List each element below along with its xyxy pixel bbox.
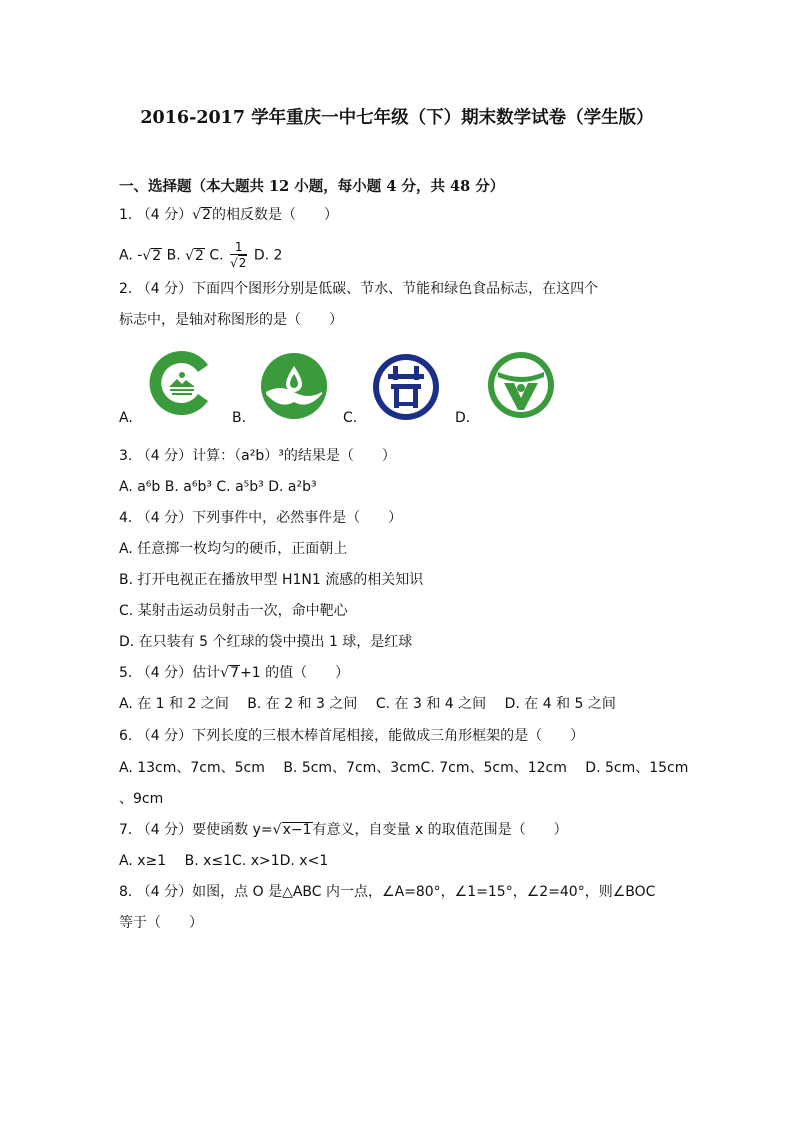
question-5-stem: 5. （4 分）估计√7+1 的值（ ） (119, 665, 350, 681)
question-7-options: A. x≥1 B. x≤1C. x>1D. x<1 (119, 853, 329, 869)
option-c-label: C. (343, 410, 358, 426)
energy-saving-logo (371, 352, 441, 422)
page-title: 2016-2017 学年重庆一中七年级（下）期末数学试卷（学生版） (140, 108, 654, 128)
radicand: 2 (202, 207, 212, 223)
question-2-line-2: 标志中，是轴对称图形的是（ ） (119, 312, 343, 328)
option-d-label: D. (455, 410, 471, 426)
option-b-label: B. (232, 410, 247, 426)
water-saving-logo (260, 352, 328, 420)
section-heading: 一、选择题（本大题共 12 小题，每小题 4 分，共 48 分） (119, 178, 505, 195)
question-1-options: A. -√2 B. √2 C. $\frac{1}{√2}$ D. 2 (119, 240, 283, 270)
low-carbon-logo (148, 349, 216, 417)
question-1-stem: 1. （4 分）√2的相反数是（ ） (119, 207, 339, 223)
question-3-options: A. a⁶b B. a⁶b³ C. a⁵b³ D. a²b³ (119, 479, 317, 495)
option-a-label: A. (119, 410, 133, 426)
fraction: $\frac{1}{√2}$ (230, 240, 247, 270)
question-4-stem: 4. （4 分）下列事件中，必然事件是（ ） (119, 510, 403, 526)
question-4-option-a: A. 任意掷一枚均匀的硬币，正面朝上 (119, 541, 348, 557)
green-food-logo (486, 350, 556, 420)
question-3-stem: 3. （4 分）计算：（a²b）³的结果是（ ） (119, 448, 396, 464)
question-7-stem: 7. （4 分）要使函数 y=√x−1有意义，自变量 x 的取值范围是（ ） (119, 822, 568, 838)
question-4-option-d: D. 在只装有 5 个红球的袋中摸出 1 球，是红球 (119, 634, 413, 650)
question-4-option-b: B. 打开电视正在播放甲型 H1N1 流感的相关知识 (119, 572, 424, 588)
question-6-options-line-2: 、9cm (119, 791, 164, 807)
question-8-line-1: 8. （4 分）如图，点 O 是△ABC 内一点，∠A=80°，∠1=15°，∠2=40°，则∠BOC (119, 884, 656, 900)
question-5-options: A. 在 1 和 2 之间 B. 在 2 和 3 之间 C. 在 3 和 4 之间 D. 在 4 和 5 之间 (119, 696, 616, 712)
question-6-stem: 6. （4 分）下列长度的三根木棒首尾相接，能做成三角形框架的是（ ） (119, 728, 585, 744)
question-4-option-c: C. 某射击运动员射击一次，命中靶心 (119, 603, 348, 619)
question-2-line-1: 2. （4 分）下面四个图形分别是低碳、节水、节能和绿色食品标志，在这四个 (119, 281, 599, 297)
question-8-line-2: 等于（ ） (119, 915, 203, 931)
question-6-options-line-1: A. 13cm、7cm、5cm B. 5cm、7cm、3cmC. 7cm、5cm、12cm D. 5cm、15cm (119, 760, 689, 776)
